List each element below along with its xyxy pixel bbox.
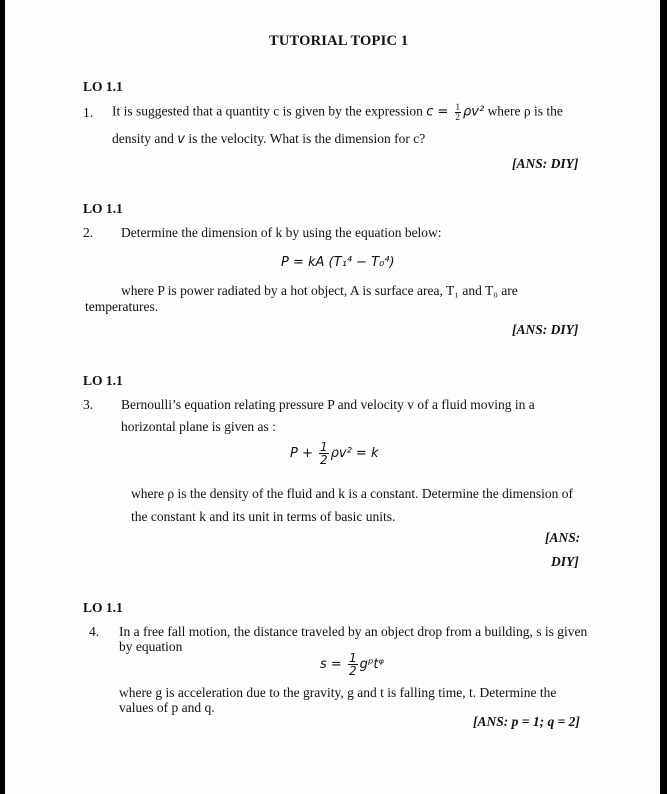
q4-explain-line1: where g is acceleration due to the gravity, g and t is falling time, t. Determine the (119, 685, 557, 700)
q2-text: Determine the dimension of k by using the equation below: (121, 225, 442, 240)
q4-equation (320, 652, 384, 677)
q3-equation (290, 441, 378, 466)
q4-line1: In a free fall motion, the distance traveled by an object drop from a building, s is given (119, 624, 588, 639)
q4-number: 4. (89, 624, 100, 639)
q3-explain-line2: the constant k and its unit in terms of basic units. (131, 509, 396, 524)
page-title: TUTORIAL TOPIC 1 (269, 33, 409, 49)
q3-line2: horizontal plane is given as : (121, 419, 276, 434)
q3-eq-rhs: ρv² = k (330, 446, 379, 461)
q3-eq-lhs: P + (290, 446, 317, 461)
q1-answer: [ANS: DIY] (512, 156, 579, 171)
q2-explain-line2: temperatures. (85, 299, 159, 314)
q3-answer-line1: [ANS: (545, 530, 581, 545)
q2-lo-label: LO 1.1 (83, 201, 123, 216)
q1-frac-den: 2 (455, 112, 461, 122)
q1-fraction (455, 103, 462, 122)
q2-equation: P = kA (T₁⁴ − T₀⁴) (281, 255, 395, 270)
document-page (5, 0, 660, 794)
q1-line2 (112, 131, 425, 147)
q4-eq-lhs: s = (320, 657, 346, 672)
q3-answer-line2: DIY] (551, 554, 579, 569)
q2-number: 2. (83, 225, 94, 240)
q4-lo-label: LO 1.1 (83, 600, 123, 615)
q1-text-after: where ρ is the (484, 103, 563, 119)
q2-answer: [ANS: DIY] (512, 322, 579, 337)
q1-line2-after: is the velocity. What is the dimension for c? (184, 131, 426, 146)
q1-line2-var: v (177, 132, 185, 147)
q3-frac-num: 1 (320, 440, 328, 454)
q1-line2-before: density and (112, 131, 178, 146)
q3-explain-line1: where ρ is the density of the fluid and k is a constant. Determine the dimension of (131, 486, 574, 501)
q4-line2: by equation (119, 639, 183, 654)
q3-lo-label: LO 1.1 (83, 373, 123, 388)
q4-explain-line2: values of p and q. (119, 700, 215, 715)
q1-number: 1. (83, 105, 94, 120)
q2-explain-line1: where P is power radiated by a hot object, A is surface area, T₁ and T₀ are (121, 283, 518, 298)
q3-fraction (319, 441, 329, 466)
q4-frac-den: 2 (348, 664, 357, 678)
q4-frac-num: 1 (348, 651, 357, 665)
q1-line1 (112, 103, 563, 122)
q3-line1: Bernoulli’s equation relating pressure P and velocity v of a fluid moving in a (121, 397, 535, 412)
q1-formula-rhs: ρv² (463, 104, 485, 120)
q4-answer: [ANS: p = 1; q = 2] (473, 714, 580, 729)
q1-frac-num: 1 (455, 102, 461, 112)
q3-number: 3. (83, 397, 94, 412)
q4-eq-rhs: gᵖtᵠ (359, 657, 384, 672)
q3-frac-den: 2 (320, 453, 328, 467)
q4-fraction (348, 652, 358, 677)
q1-lo-label: LO 1.1 (83, 79, 123, 94)
q1-formula-lhs: c = (426, 104, 453, 120)
q1-text-before: It is suggested that a quantity c is given by the expression (112, 103, 427, 119)
